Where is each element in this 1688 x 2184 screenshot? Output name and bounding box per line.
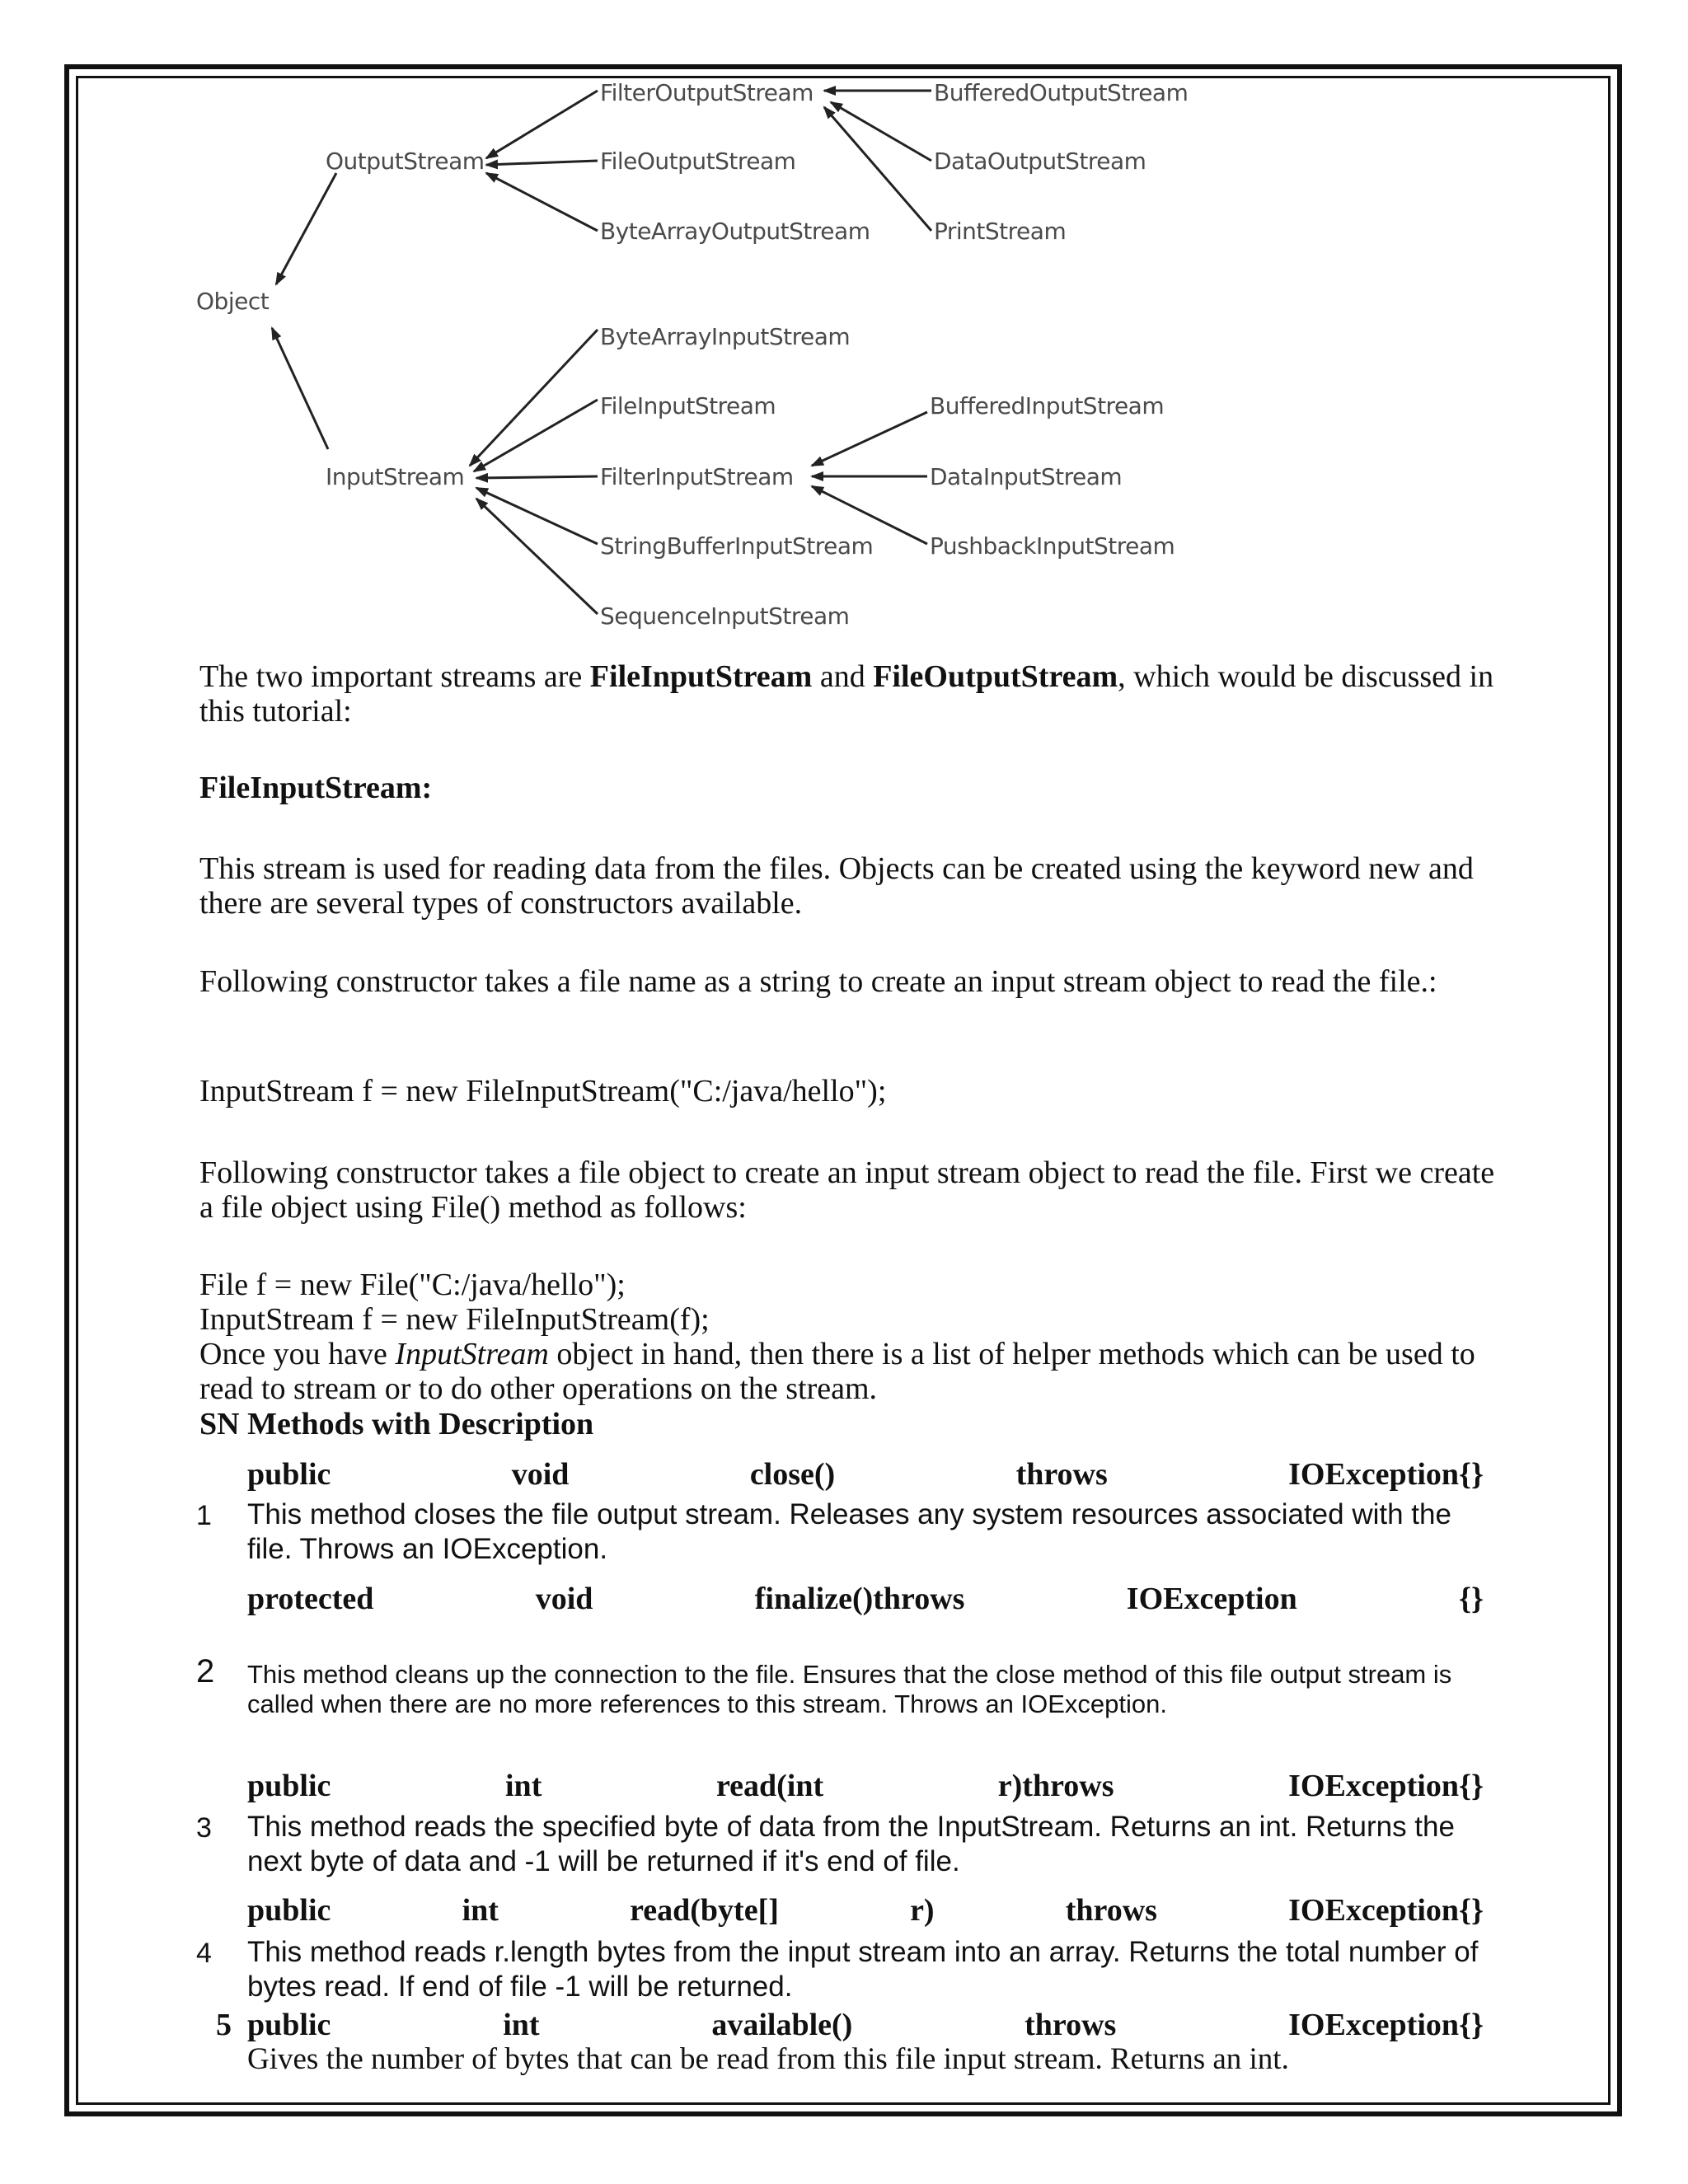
method-5-signature: public int available() throws IOException{} xyxy=(247,2008,1484,2042)
node-outputstream: OutputStream xyxy=(326,148,485,175)
term-inputstream: InputStream xyxy=(395,1337,549,1371)
node-printstream: PrintStream xyxy=(934,218,1067,245)
stream-hierarchy-diagram xyxy=(0,0,1688,643)
node-object: Object xyxy=(196,288,270,315)
method-4-description: This method reads r.length bytes from the input stream into an array. Returns the total number of bytes read. If end of file -1 will be returned. xyxy=(247,1936,1479,2003)
method-1-signature: public void close() throws IOException{} xyxy=(247,1457,1484,1492)
method-1-number: 1 xyxy=(196,1500,212,1531)
method-3-number: 3 xyxy=(196,1812,212,1844)
node-bufferedinputstream: BufferedInputStream xyxy=(930,392,1165,419)
intro-paragraph: The two important streams are FileInputStream and FileOutputStream, which would be discussed in this tutorial: xyxy=(199,659,1494,729)
constructor1-paragraph: Following constructor takes a file name as a string to create an input stream object to read the file.: xyxy=(199,964,1437,999)
node-bytearrayoutputstream: ByteArrayOutputStream xyxy=(600,218,870,245)
section-heading-fileinputstream: FileInputStream: xyxy=(199,771,433,805)
node-bytearrayinputstream: ByteArrayInputStream xyxy=(600,323,851,350)
code-example-2b: InputStream f = new FileInputStream(f); xyxy=(199,1302,710,1337)
node-fileinputstream: FileInputStream xyxy=(600,392,776,419)
term-fileoutputstream: FileOutputStream xyxy=(873,659,1118,694)
constructor2-paragraph: Following constructor takes a file object to create an input stream object to read the file. First we create a file object using File() method as follows: xyxy=(199,1155,1495,1225)
diagram-labels xyxy=(196,79,1188,630)
method-2-number: 2 xyxy=(196,1653,215,1690)
method-2-description: This method cleans up the connection to the file. Ensures that the close method of this file output stream is called when there are no more references to this stream. Throws an IOException. xyxy=(247,1660,1452,1718)
term-fileinputstream: FileInputStream xyxy=(589,659,813,694)
node-dataoutputstream: DataOutputStream xyxy=(934,148,1146,175)
method-1-description: This method closes the file output stream. Releases any system resources associated with the file. Throws an IOException. xyxy=(247,1498,1451,1565)
method-5-description: Gives the number of bytes that can be read from this file input stream. Returns an int. xyxy=(247,2042,1289,2076)
method-3-description: This method reads the specified byte of data from the InputStream. Returns an int. Returns the next byte of data and -1 will be returned if it's end of file. xyxy=(247,1811,1455,1877)
node-inputstream: InputStream xyxy=(326,463,465,490)
node-filterinputstream: FilterInputStream xyxy=(600,463,794,490)
node-fileoutputstream: FileOutputStream xyxy=(600,148,796,175)
helper-methods-paragraph: Once you have InputStream object in hand, then there is a list of helper methods which can be used to read to stream or to do other operations on the stream. xyxy=(199,1337,1475,1406)
method-2-signature: protected void finalize()throws IOException {} xyxy=(247,1582,1484,1616)
node-datainputstream: DataInputStream xyxy=(930,463,1123,490)
node-stringbufferinputstream: StringBufferInputStream xyxy=(600,532,874,560)
node-sequenceinputstream: SequenceInputStream xyxy=(600,602,850,630)
methods-table-heading: SN Methods with Description xyxy=(199,1407,594,1441)
code-example-1: InputStream f = new FileInputStream("C:/java/hello"); xyxy=(199,1074,887,1108)
method-5-number: 5 xyxy=(216,2008,232,2042)
method-4-signature: public int read(byte[] r) throws IOException{} xyxy=(247,1893,1484,1928)
method-3-signature: public int read(int r)throws IOException{} xyxy=(247,1769,1484,1803)
node-filteroutputstream: FilterOutputStream xyxy=(600,79,814,106)
node-pushbackinputstream: PushbackInputStream xyxy=(930,532,1175,560)
usage-paragraph: This stream is used for reading data from the files. Objects can be created using the keyword new and there are several types of constructors available. xyxy=(199,851,1474,921)
method-4-number: 4 xyxy=(196,1938,212,1969)
node-bufferedoutputstream: BufferedOutputStream xyxy=(934,79,1189,106)
code-example-2a: File f = new File("C:/java/hello"); xyxy=(199,1268,626,1302)
